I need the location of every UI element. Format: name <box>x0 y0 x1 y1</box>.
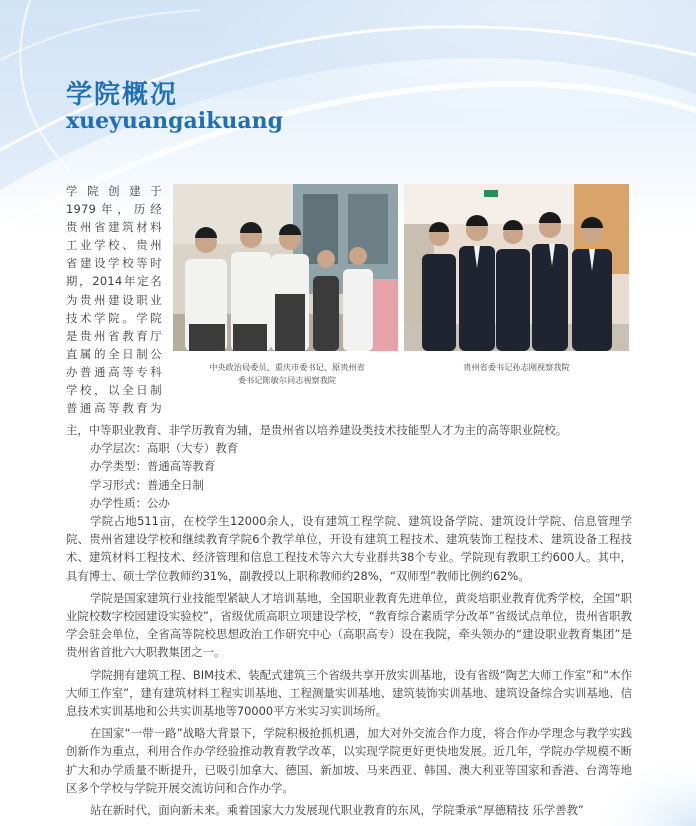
photo-caption-1-line-2: 委书记陈敏尔同志视察我院 <box>237 375 337 385</box>
intro-line: 为贵州建设职业 <box>66 292 162 307</box>
paragraph-honors: 学院是国家建筑行业技能型紧缺人才培训基地，全国职业教育先进单位，黄炎培职业教育优秀学校，全国“职业院校数字校园建设实验校”，省级优质高职立项建设学校，“教育综合素质学分改革”省级试点单位，贵州省职教学会驻会单位，全省高等院校思想政治工作研究中心（高职高专）设在我院，牵头领办的“建设职业教育集团”是贵州省首批六大职教集团之一。 <box>66 590 632 660</box>
photo-visit-chen <box>173 184 398 351</box>
intro-line: 是贵州省教育厅 <box>66 328 162 343</box>
meta-form <box>66 476 632 494</box>
paragraph-new-era: 站在新时代，面向新未来。乘着国家大力发展现代职业教育的东风，学院秉承“厚德精技 乐学善教” <box>90 803 584 818</box>
meta-label: 办学层次： <box>90 441 147 456</box>
photo-visit-sun <box>404 184 629 351</box>
meta-value: 公办 <box>146 495 170 510</box>
photo-caption-1-line-1: 中央政治局委员、重庆市委书记、原贵州省 <box>209 362 365 372</box>
meta-label: 办学性质： <box>90 495 147 510</box>
meta-level <box>66 439 632 457</box>
photo-caption-2 <box>404 361 629 374</box>
meta-value: 普通全日制 <box>146 477 204 492</box>
paragraph-international: 在国家“一带一路”战略大背景下，学院积极抢抓机遇，加大对外交流合作力度，将合作办学理念与教学实践创新作为重点，利用合作办学经验推动教育教学改革，以实现学院更好更快地发展。近几年，学院办学规模不断扩大和办学质量不断提升，已吸引加拿大、德国、新加坡、马来西亚、韩国、澳大利亚等国家和香港、台湾等地区多个学校与学院开展交流访问和合作办学。 <box>66 726 632 795</box>
meta-type <box>66 457 632 475</box>
page-title: 学院概况 <box>66 80 179 110</box>
intro-line: 期，2014年定名 <box>66 274 162 289</box>
page-title-pinyin: xueyuangaikuang <box>66 108 284 134</box>
meta-value: 普通高等教育 <box>146 459 216 474</box>
intro-line: 工业学校、贵州 <box>66 238 162 253</box>
paragraph-training-bases: 学院拥有建筑工程、BIM技术、装配式建筑三个省级共享开放实训基地，设有省级“陶艺大师工作室”和“木作大师工作室”，建有建筑材料工程实训基地、工程测量实训基地、建筑装饰实训基地、建筑设备综合实训基地、信息技术实训基地和公共实训基地等70000平方米实习实训场所。 <box>66 667 632 719</box>
intro-line: 普通高等教育为 <box>66 401 162 416</box>
intro-line: 直属的全日制公 <box>66 346 162 361</box>
intro-continuation: 主，中等职业教育、非学历教育为辅，是贵州省以培养建设类技术技能型人才为主的高等职业院校。 <box>66 423 568 437</box>
meta-value: 高职（大专）教育 <box>146 441 239 456</box>
photo-caption-2-line-1: 贵州省委书记孙志刚视察我院 <box>463 362 570 372</box>
intro-line: 省建设学校等时 <box>66 256 162 271</box>
meta-label: 学习形式： <box>90 477 147 492</box>
intro-line: 1979年，历经 <box>66 202 162 217</box>
photo-caption-1 <box>173 361 401 387</box>
article-body <box>66 421 632 819</box>
intro-line: 办普通高等专科 <box>66 364 162 379</box>
intro-line: 学校，以全日制 <box>66 383 162 398</box>
meta-label: 办学类型： <box>90 459 147 474</box>
intro-paragraph-column <box>66 182 162 417</box>
meta-nature <box>66 494 632 512</box>
intro-line: 学院创建于 <box>66 184 162 198</box>
intro-line: 贵州省建筑材料 <box>66 220 162 235</box>
intro-line: 技术学院。学院 <box>66 310 162 325</box>
paragraph-campus: 学院占地511亩，在校学生12000余人，设有建筑工程学院、建筑设备学院、建筑设计学院、信息管理学院、贵州省建设学校和继续教育学院6个教学单位，开设有建筑工程技术、建筑装饰工程技术、建筑设备工程技术、建筑材料工程技术、经济管理和信息工程技术等六大专业群共38个专业。学院现有教职工约600人。其中，具有博士、硕士学位教师约31%，副教授以上职称教师约28%，“双师型”教师比例约62%。 <box>66 514 632 583</box>
